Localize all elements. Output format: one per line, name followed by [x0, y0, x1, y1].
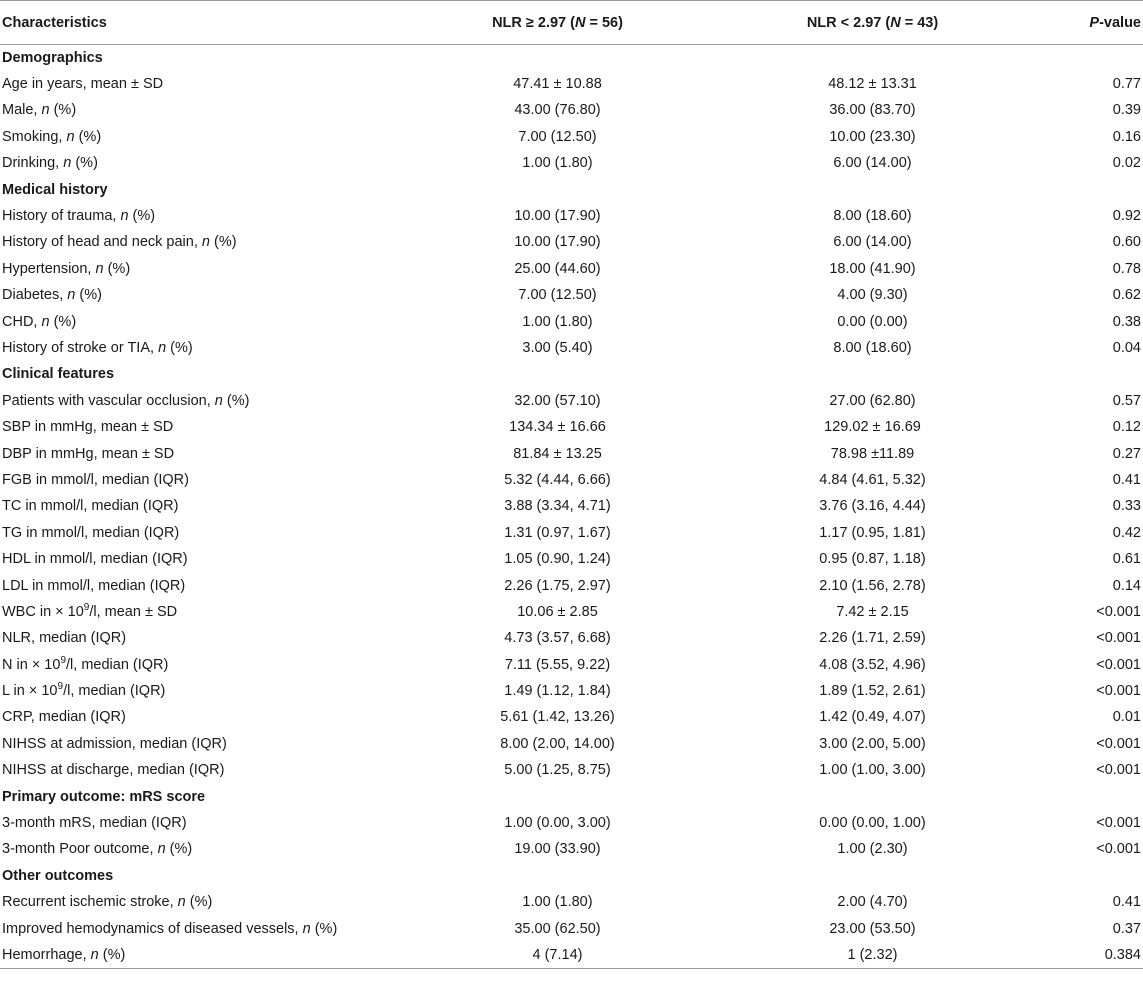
nlr-low-value: 1.89 (1.52, 2.61) [819, 683, 926, 700]
row-label: Hemorrhage, n (%) [0, 942, 400, 968]
row-label: Male, n (%) [2, 102, 77, 119]
nlr-low-value: 129.02 ± 16.69 [824, 419, 921, 436]
section-header-row [0, 863, 1143, 889]
nlr-high-value: 4.73 (3.57, 6.68) [504, 630, 611, 647]
nlr-low-value: 6.00 (14.00) [833, 234, 912, 251]
row-label: TC in mmol/l, median (IQR) [2, 498, 179, 515]
row-label: TG in mmol/l, median (IQR) [2, 524, 180, 541]
row-label: History of stroke or TIA, n (%) [2, 339, 193, 356]
section-header-row [0, 176, 1143, 202]
row-label: NLR, median (IQR) [2, 630, 127, 647]
nlr-high-value: 25.00 (44.60) [514, 260, 601, 277]
table-body [0, 45, 1143, 969]
p-value: 0.12 [1112, 419, 1141, 436]
p-value: 0.41 [1112, 471, 1141, 488]
p-value: <0.001 [1096, 603, 1141, 620]
section-title: Primary outcome: mRS score [2, 788, 206, 805]
row-label: CHD, n (%) [2, 313, 77, 330]
row-label: N in × $10^9/l$, median (IQR) [2, 654, 169, 673]
row-label: Recurrent ischemic stroke, n (%) [2, 894, 213, 911]
p-value: 0.62 [1112, 287, 1141, 304]
table-row [0, 889, 1143, 915]
table-row [0, 942, 1143, 968]
row-label: History of head and neck pain, n (%) [2, 234, 237, 251]
row-label: LDL in mmol/l, median (IQR) [2, 577, 186, 594]
row-label: HDL in mmol/l, median (IQR) [2, 551, 188, 568]
table-row [0, 414, 1143, 440]
table-row [0, 229, 1143, 255]
table-row [0, 915, 1143, 941]
nlr-high-value: 10.00 (17.90) [514, 234, 601, 251]
nlr-high-value: 8.00 (2.00, 14.00) [500, 735, 615, 752]
nlr-low-value: 4.00 (9.30) [837, 287, 908, 304]
nlr-low-value: 3.00 (2.00, 5.00) [819, 735, 926, 752]
section-header-row [0, 45, 1143, 71]
section-title: Medical history [2, 181, 108, 198]
nlr-high-value: 4 (7.14) [400, 942, 715, 968]
nlr-low-value: 78.98 ±11.89 [830, 445, 915, 462]
row-label: 3-month Poor outcome, n (%) [2, 841, 193, 858]
nlr-high-value: 43.00 (76.80) [514, 102, 601, 119]
header-pvalue: P-value [1030, 1, 1143, 45]
nlr-high-value: 2.26 (1.75, 2.97) [504, 577, 611, 594]
nlr-low-value: 10.00 (23.30) [829, 128, 916, 145]
row-label: NIHSS at admission, median (IQR) [2, 735, 227, 752]
row-label: DBP in mmHg, mean ± SD [2, 445, 175, 462]
table-row [0, 520, 1143, 546]
nlr-low-value: 48.12 ± 13.31 [828, 76, 917, 93]
row-label: SBP in mmHg, mean ± SD [2, 419, 174, 436]
nlr-low-value: 7.42 ± 2.15 [836, 603, 909, 620]
p-value: 0.384 [1030, 942, 1143, 968]
p-value: 0.60 [1112, 234, 1141, 251]
p-value: <0.001 [1096, 656, 1141, 673]
nlr-high-value: 1.00 (0.00, 3.00) [504, 815, 611, 832]
section-title: Clinical features [2, 366, 115, 383]
p-value: 0.37 [1112, 920, 1141, 937]
table-row [0, 388, 1143, 414]
table-row [0, 572, 1143, 598]
header-nlr-low: NLR < 2.97 (N = 43) [715, 1, 1030, 45]
p-value: <0.001 [1096, 683, 1141, 700]
header-row [0, 1, 1143, 45]
nlr-high-value: 134.34 ± 16.66 [509, 419, 606, 436]
nlr-low-value: 36.00 (83.70) [829, 102, 916, 119]
nlr-low-value: 1 (2.32) [715, 942, 1030, 968]
nlr-low-value: 27.00 (62.80) [829, 392, 916, 409]
nlr-low-value: 0.00 (0.00, 1.00) [819, 815, 926, 832]
nlr-low-value: 23.00 (53.50) [829, 920, 916, 937]
p-value: 0.78 [1112, 260, 1141, 277]
nlr-low-value: 2.26 (1.71, 2.59) [819, 630, 926, 647]
row-label: WBC in × $10^9/l$, mean ± SD [2, 602, 178, 620]
row-label: Age in years, mean ± SD [2, 76, 164, 93]
header-nlr-high: NLR ≥ 2.97 (N = 56) [400, 1, 715, 45]
section-header-row [0, 361, 1143, 387]
nlr-low-value: 0.00 (0.00) [837, 313, 908, 330]
table-row [0, 282, 1143, 308]
section-title: Other outcomes [2, 867, 114, 884]
nlr-low-value: 18.00 (41.90) [829, 260, 916, 277]
p-value: <0.001 [1096, 630, 1141, 647]
nlr-low-value: 2.10 (1.56, 2.78) [819, 577, 926, 594]
nlr-high-value: 47.41 ± 10.88 [513, 76, 602, 93]
row-label: History of trauma, n (%) [2, 208, 156, 225]
p-value: 0.42 [1112, 524, 1141, 541]
table-row [0, 97, 1143, 123]
p-value: 0.02 [1112, 155, 1141, 172]
table-row [0, 546, 1143, 572]
row-label: Diabetes, n (%) [2, 287, 102, 304]
nlr-high-value: 81.84 ± 13.25 [513, 445, 602, 462]
section-title: Demographics [2, 49, 103, 66]
table-row [0, 731, 1143, 757]
p-value: 0.16 [1112, 128, 1141, 145]
nlr-high-value: 5.00 (1.25, 8.75) [504, 762, 611, 779]
table-row [0, 810, 1143, 836]
table-row [0, 203, 1143, 229]
nlr-high-value: 1.00 (1.80) [522, 313, 593, 330]
row-label: Hypertension, n (%) [2, 260, 131, 277]
row-label: Patients with vascular occlusion, n (%) [2, 392, 250, 409]
table-header [0, 1, 1143, 45]
table-row [0, 308, 1143, 334]
table-row [0, 625, 1143, 651]
nlr-low-value: 1.00 (2.30) [837, 841, 908, 858]
nlr-high-value: 7.00 (12.50) [518, 287, 597, 304]
nlr-high-value: 7.00 (12.50) [518, 128, 597, 145]
p-value: 0.01 [1112, 709, 1141, 726]
row-label: Drinking, n (%) [2, 155, 98, 172]
p-value: 0.14 [1112, 577, 1141, 594]
table-row [0, 599, 1143, 625]
table-row [0, 651, 1143, 677]
p-value: <0.001 [1096, 762, 1141, 779]
nlr-high-value: 5.61 (1.42, 13.26) [500, 709, 615, 726]
p-value: 0.33 [1112, 498, 1141, 515]
nlr-low-value: 4.84 (4.61, 5.32) [819, 471, 926, 488]
table-row [0, 836, 1143, 862]
nlr-high-value: 3.88 (3.34, 4.71) [504, 498, 611, 515]
nlr-high-value: 1.49 (1.12, 1.84) [504, 683, 611, 700]
nlr-high-value: 1.00 (1.80) [522, 155, 593, 172]
table-row [0, 493, 1143, 519]
row-label: NIHSS at discharge, median (IQR) [2, 762, 225, 779]
table-row [0, 124, 1143, 150]
p-value: 0.27 [1112, 445, 1141, 462]
nlr-low-value: 8.00 (18.60) [833, 208, 912, 225]
row-label: FGB in mmol/l, median (IQR) [2, 471, 189, 488]
nlr-low-value: 1.42 (0.49, 4.07) [819, 709, 926, 726]
p-value: <0.001 [1096, 735, 1141, 752]
header-characteristics: Characteristics [0, 1, 400, 45]
table-row [0, 335, 1143, 361]
nlr-low-value: 8.00 (18.60) [833, 339, 912, 356]
row-label: Improved hemodynamics of diseased vessels, n (%) [2, 920, 338, 937]
p-value: 0.61 [1112, 551, 1141, 568]
table-row [0, 71, 1143, 97]
nlr-low-value: 2.00 (4.70) [837, 894, 908, 911]
p-value: 0.39 [1112, 102, 1141, 119]
nlr-high-value: 10.00 (17.90) [514, 208, 601, 225]
nlr-low-value: 4.08 (3.52, 4.96) [819, 656, 926, 673]
nlr-low-value: 0.95 (0.87, 1.18) [819, 551, 926, 568]
nlr-high-value: 32.00 (57.10) [514, 392, 601, 409]
table-row [0, 467, 1143, 493]
nlr-high-value: 35.00 (62.50) [514, 920, 601, 937]
nlr-low-value: 3.76 (3.16, 4.44) [819, 498, 926, 515]
table-row [0, 704, 1143, 730]
p-value: 0.77 [1112, 76, 1141, 93]
table-row [0, 440, 1143, 466]
row-label: Smoking, n (%) [2, 128, 102, 145]
nlr-high-value: 19.00 (33.90) [514, 841, 601, 858]
p-value: 0.38 [1112, 313, 1141, 330]
table-row [0, 678, 1143, 704]
table-row [0, 256, 1143, 282]
nlr-low-value: 1.17 (0.95, 1.81) [819, 524, 926, 541]
nlr-high-value: 1.00 (1.80) [522, 894, 593, 911]
section-header-row [0, 783, 1143, 809]
nlr-high-value: 7.11 (5.55, 9.22) [504, 656, 611, 673]
nlr-low-value: 1.00 (1.00, 3.00) [819, 762, 926, 779]
nlr-high-value: 10.06 ± 2.85 [517, 603, 598, 620]
nlr-high-value: 3.00 (5.40) [522, 339, 593, 356]
row-label: L in × $10^9/l$, median (IQR) [2, 681, 166, 700]
p-value: 0.57 [1112, 392, 1141, 409]
p-value: 0.41 [1112, 894, 1141, 911]
table-row [0, 757, 1143, 783]
row-label: 3-month mRS, median (IQR) [2, 815, 187, 832]
p-value: 0.92 [1112, 208, 1141, 225]
nlr-high-value: 1.05 (0.90, 1.24) [504, 551, 611, 568]
p-value: <0.001 [1096, 841, 1141, 858]
table-row [0, 150, 1143, 176]
p-value: 0.04 [1112, 339, 1141, 356]
nlr-high-value: 1.31 (0.97, 1.67) [504, 524, 611, 541]
row-label: CRP, median (IQR) [2, 709, 126, 726]
nlr-high-value: 5.32 (4.44, 6.66) [504, 471, 611, 488]
p-value: <0.001 [1096, 815, 1141, 832]
nlr-low-value: 6.00 (14.00) [833, 155, 912, 172]
